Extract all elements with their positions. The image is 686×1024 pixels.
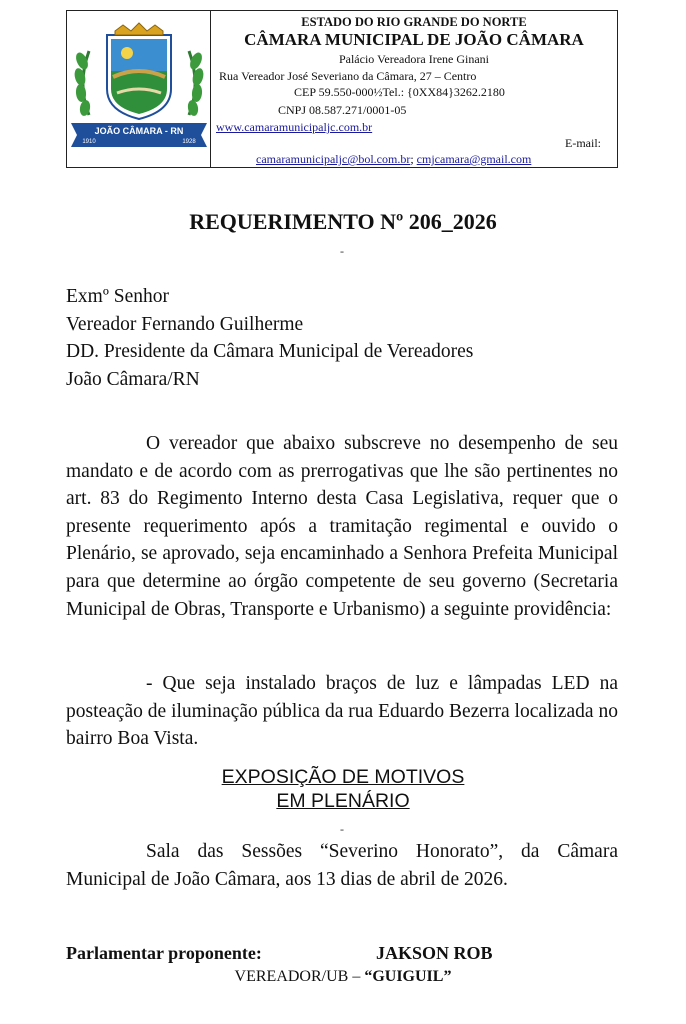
signer-nickname: “GUIGUIL”: [364, 968, 452, 985]
request-paragraph: O vereador que abaixo subscreve no desempenho de seu mandato e de acordo com as prerrogativas que lhe são pertinentes no art. 83 do Regimento Interno desta Casa Legislativa, requer que o presente requerimento após a tramitação regimental e ouvido o Plenário, se aprovado, seja encaminhado a Senhora Prefeita Municipal para que determine ao órgão competente de seu governo (Secretaria Municipal de Obras, Transporte e Urbanismo) a seguinte providência:: [66, 433, 618, 620]
cnpj: CNPJ 08.587.271/0001-05: [278, 103, 407, 117]
right-laurel-icon: [187, 51, 205, 117]
state-name: ESTADO DO RIO GRANDE DO NORTE: [301, 15, 527, 29]
motives-line-1: EXPOSIÇÃO DE MOTIVOS: [221, 766, 465, 788]
coat-of-arms-cell: [67, 11, 211, 167]
signer-name: JAKSON ROB: [376, 943, 493, 963]
title-dash: -: [340, 244, 344, 258]
banner-ribbon: [71, 123, 207, 147]
document-title: REQUERIMENTO Nº 206_2026: [189, 209, 497, 234]
email-label: E-mail:: [565, 136, 601, 150]
signer-role-prefix: VEREADOR/UB –: [234, 968, 365, 985]
website-link[interactable]: www.camaramunicipaljc.com.br: [216, 120, 373, 134]
email-link-1[interactable]: camaramunicipaljc@bol.com.br: [256, 152, 411, 166]
addressee-block: [66, 283, 473, 393]
motives-line-2: EM PLENÁRIO: [276, 790, 410, 812]
email-line: [256, 151, 531, 167]
coat-of-arms-logo: [67, 11, 211, 169]
banner-text: JOÃO CÂMARA - RN: [94, 126, 184, 136]
motives-dash: -: [340, 822, 344, 836]
addressee-salutation: Exmº Senhor: [66, 286, 169, 307]
founding-year-left: 1910: [82, 139, 96, 145]
closing-paragraph: Sala das Sessões “Severino Honorato”, da Câmara Municipal de João Câmara, aos 13 dias de abril de 2026.: [66, 841, 618, 890]
chamber-name: CÂMARA MUNICIPAL DE JOÃO CÂMARA: [244, 30, 584, 49]
addressee-location: João Câmara/RN: [66, 368, 200, 390]
palace-name: Palácio Vereadora Irene Ginani: [338, 52, 490, 66]
addressee-name: Vereador Fernando Guilherme: [66, 313, 304, 335]
addressee-position: DD. Presidente da Câmara Municipal de Vereadores: [66, 341, 474, 362]
signer-label: Parlamentar proponente:: [66, 943, 262, 963]
motives-heading: [0, 765, 686, 813]
founding-year-right: 1928: [182, 139, 196, 145]
shield-icon: [107, 23, 171, 119]
street-address: Rua Vereador José Severiano da Câmara, 27 – Centro: [219, 69, 477, 83]
website-line: [216, 119, 372, 135]
signer-role: [0, 968, 686, 986]
email-separator: ;: [410, 152, 417, 166]
letterhead: [66, 10, 618, 168]
email-link-2[interactable]: cmjcamara@gmail.com: [416, 152, 532, 166]
letterhead-info: [211, 11, 617, 167]
cep-phone: CEP 59.550-000½Tel.: {0XX84}3262.2180: [294, 85, 505, 99]
left-laurel-icon: [73, 51, 91, 117]
request-item: - Que seja instalado braços de luz e lâmpadas LED na posteação de iluminação pública da rua Eduardo Bezerra localizada no bairro Boa Vista.: [66, 673, 618, 750]
